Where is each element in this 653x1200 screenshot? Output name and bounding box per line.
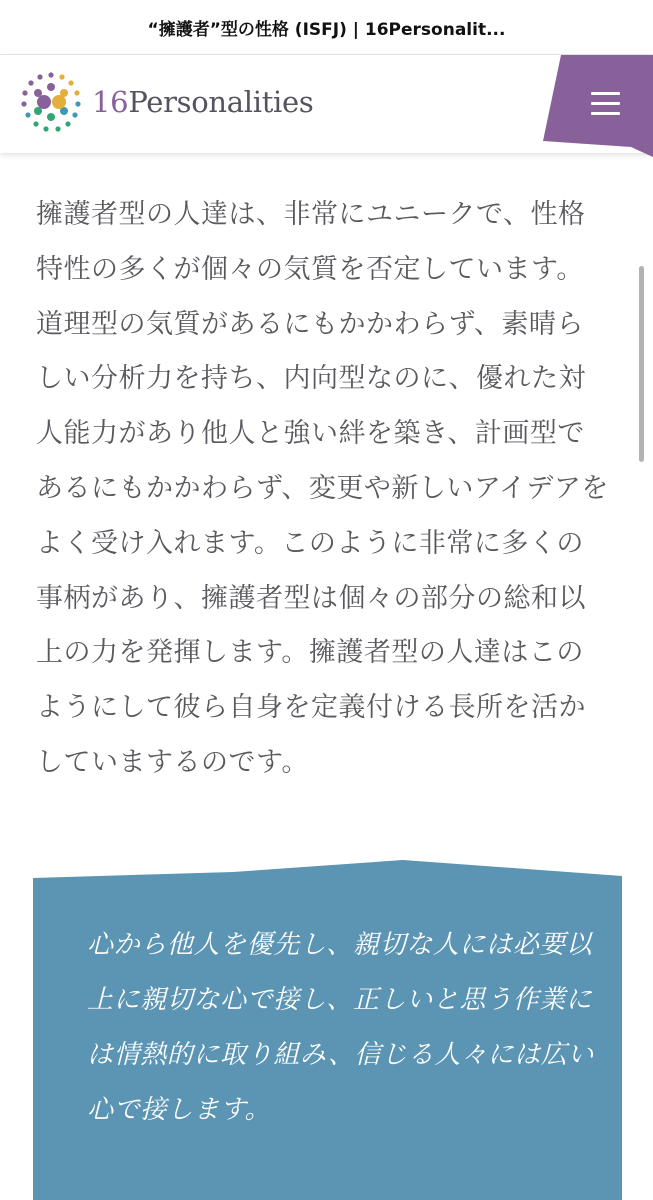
browser-tab-bar <box>0 0 653 55</box>
site-logo[interactable] <box>18 69 313 135</box>
scrollbar-thumb[interactable] <box>639 266 644 462</box>
hamburger-line <box>591 102 620 105</box>
quote-text: 心から他人を優先し、親切な人には必要以上に親切な心で接し、正しいと思う作業には情熱的に取り組み、信じる人々には広い心で接します。 <box>87 930 594 1125</box>
logo-number: 16 <box>92 85 129 119</box>
hamburger-line <box>591 112 620 115</box>
article-content <box>0 156 653 1200</box>
logo-wordmark <box>92 85 313 119</box>
menu-button-background <box>543 55 653 157</box>
quote-box <box>33 860 622 1200</box>
logo-dots-icon <box>18 69 84 135</box>
article-paragraph: 擁護者型の人達は、非常にユニークで、性格特性の多くが個々の気質を否定しています。道理型の気質があるにもかかわらず、素晴らしい分析力を持ち、内向型なのに、優れた対人能力があり他人と強い絆を築き、計画型であるにもかかわらず、変更や新しいアイデアをよく受け入れます。このように非常に多くの事柄があり、擁護者型は個々の部分の総和以上の力を発揮します。擁護者型の人達はこのようにして彼ら自身を定義付ける長所を活かしていまするのです。 <box>36 199 609 778</box>
logo-word: Personalities <box>128 85 314 119</box>
hamburger-menu-icon <box>591 92 620 95</box>
menu-button[interactable] <box>543 55 653 157</box>
page-tab-title: “擁護者”型の性格 (ISFJ) | 16Personalit... <box>147 19 506 40</box>
